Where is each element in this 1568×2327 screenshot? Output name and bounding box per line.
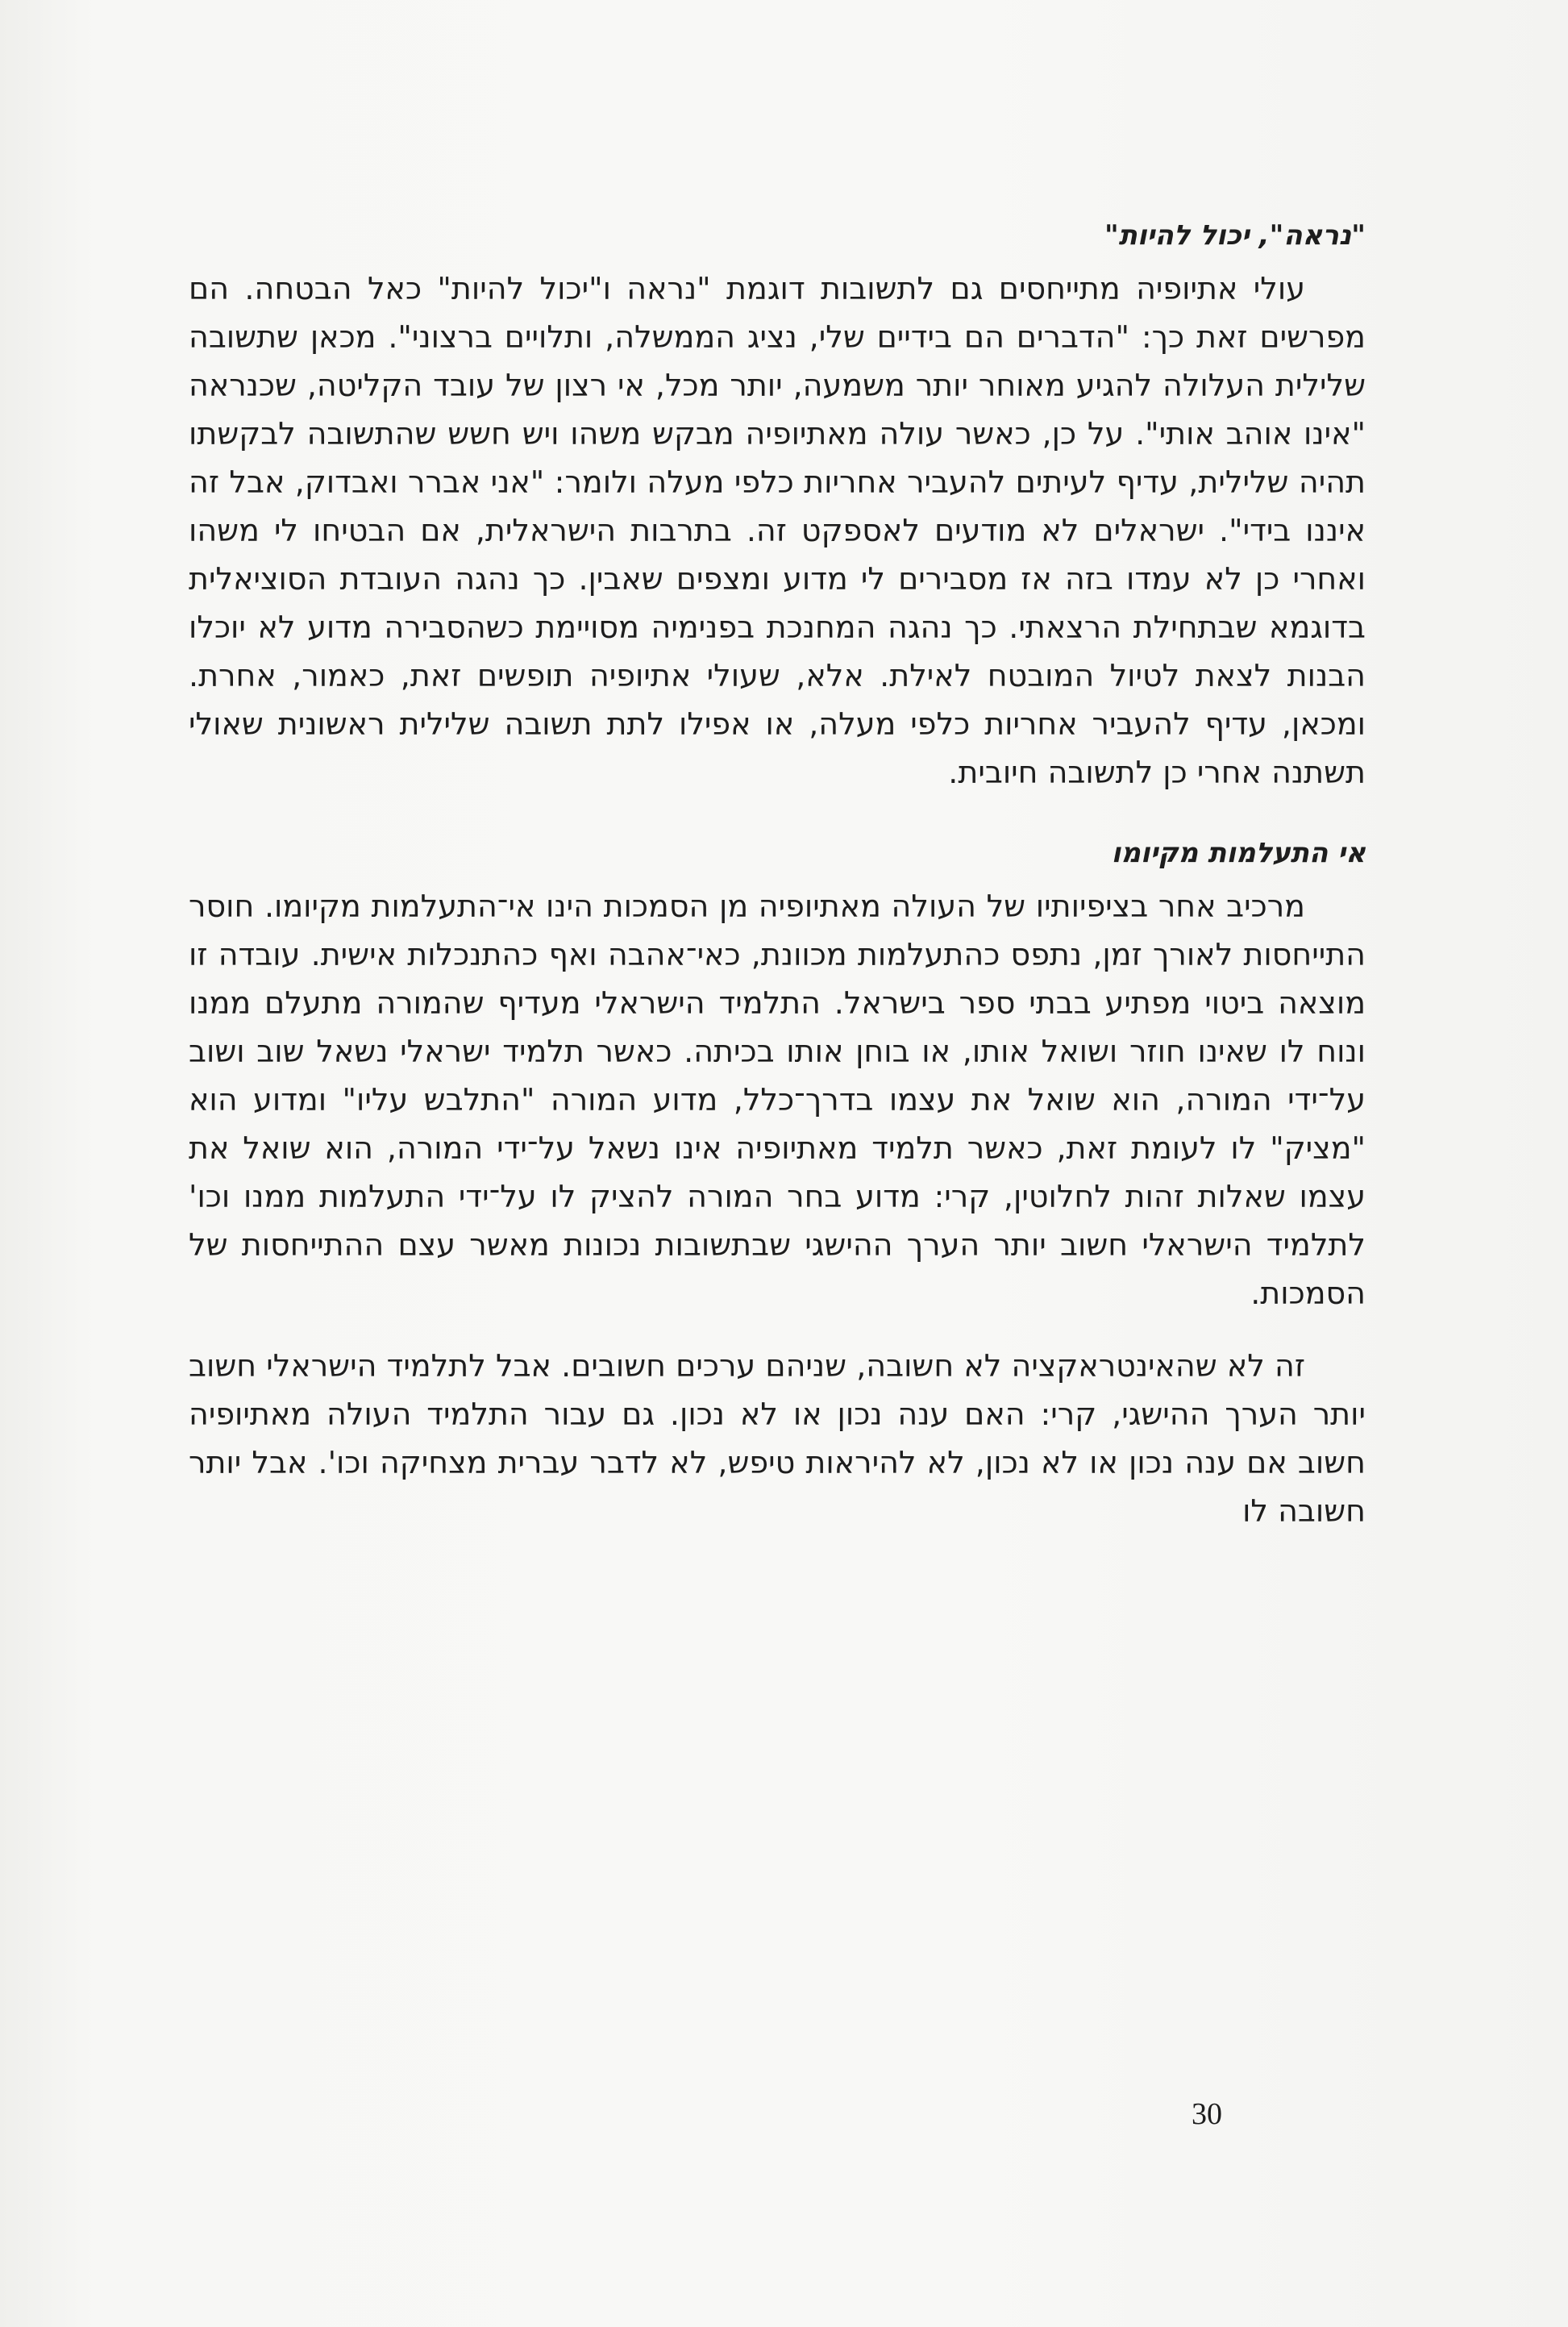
page-content [189,211,1366,1535]
page-number: 30 [1192,2097,1222,2131]
section-heading-naara: "נראה", יכול להיות" [1104,219,1366,252]
paragraph-spacer [189,1318,1366,1342]
section-heading-hitalmut: אי התעלמות מקיומו [1111,837,1366,869]
paragraph-naara: עולי אתיופיה מתייחסים גם לתשובות דוגמת "נראה ו"יכול להיות" כאל הבטחה. הם מפרשים זאת כך: "הדברים הם בידיים שלי, נציג הממשלה, ותלויים ברצוני". מכאן שתשובה שלילית העלולה להגיע מאוחר יותר משמעה, יותר מכל, אי רצון של עובד הקליטה, שכנראה "אינו אוהב אותי". על כן, כאשר עולה מאתיופיה מבקש משהו ויש חשש שהתשובה לבקשתו תהיה שלילית, עדיף לעיתים להעביר אחריות כלפי מעלה ולומר: "אני אברר ואבדוק, אבל זה איננו בידי". ישראלים לא מודעים לאספקט זה. בתרבות הישראלית, אם הבטיחו לי משהו ואחרי כן לא עמדו בזה אז מסבירים לי מדוע ומצפים שאבין. כך נהגה העובדת הסוציאלית בדוגמא שבתחילת הרצאתי. כך נהגה המחנכת בפנימיה מסויימת כשהסבירה מדוע לא יוכלו הבנות לצאת לטיול המובטח לאילת. אלא, שעולי אתיופיה תופשים זאת, כאמור, אחרת. ומכאן, עדיף להעביר אחריות כלפי מעלה, או אפילו לתת תשובה שלילית ראשונית שאולי תשתנה אחרי כן לתשובה חיובית. [189,271,1366,790]
paragraph-hitalmut-1: מרכיב אחר בציפיותיו של העולה מאתיופיה מן הסמכות הינו אי־התעלמות מקיומו. חוסר התייחסות לאורך זמן, נתפס כהתעלמות מכוונת, כאי־אהבה ואף כהתנכלות אישית. עובדה זו מוצאה ביטוי מפתיע בבתי ספר בישראל. התלמיד הישראלי מעדיף שהמורה מתעלם ממנו ונוח לו שאינו חוזר ושואל אותו, או בוחן אותו בכיתה. כאשר תלמיד ישראלי נשאל שוב ושוב על־ידי המורה, הוא שואל את עצמו בדרך־כלל, מדוע המורה "התלבש עליו" ומדוע הוא "מציק" לו לעומת זאת, כאשר תלמיד מאתיופיה אינו נשאל על־ידי המורה, הוא שואל את עצמו שאלות זהות לחלוטין, קרי: מדוע בחר המורה להציק לו על־ידי התעלמות ממנו וכו' לתלמיד הישראלי חשוב יותר הערך ההישגי שבתשובות נכונות מאשר עצם ההתייחסות של הסמכות. [189,889,1366,1311]
section-spacer [189,797,1366,829]
paragraph-hitalmut-2: זה לא שהאינטראקציה לא חשובה, שניהם ערכים חשובים. אבל לתלמיד הישראלי חשוב יותר הערך ההישגי, קרי: האם ענה נכון או לא נכון. גם עבור התלמיד העולה מאתיופיה חשוב אם ענה נכון או לא נכון, לא להיראות טיפש, לא לדבר עברית מצחיקה וכו'. אבל יותר חשובה לו [189,1348,1366,1529]
